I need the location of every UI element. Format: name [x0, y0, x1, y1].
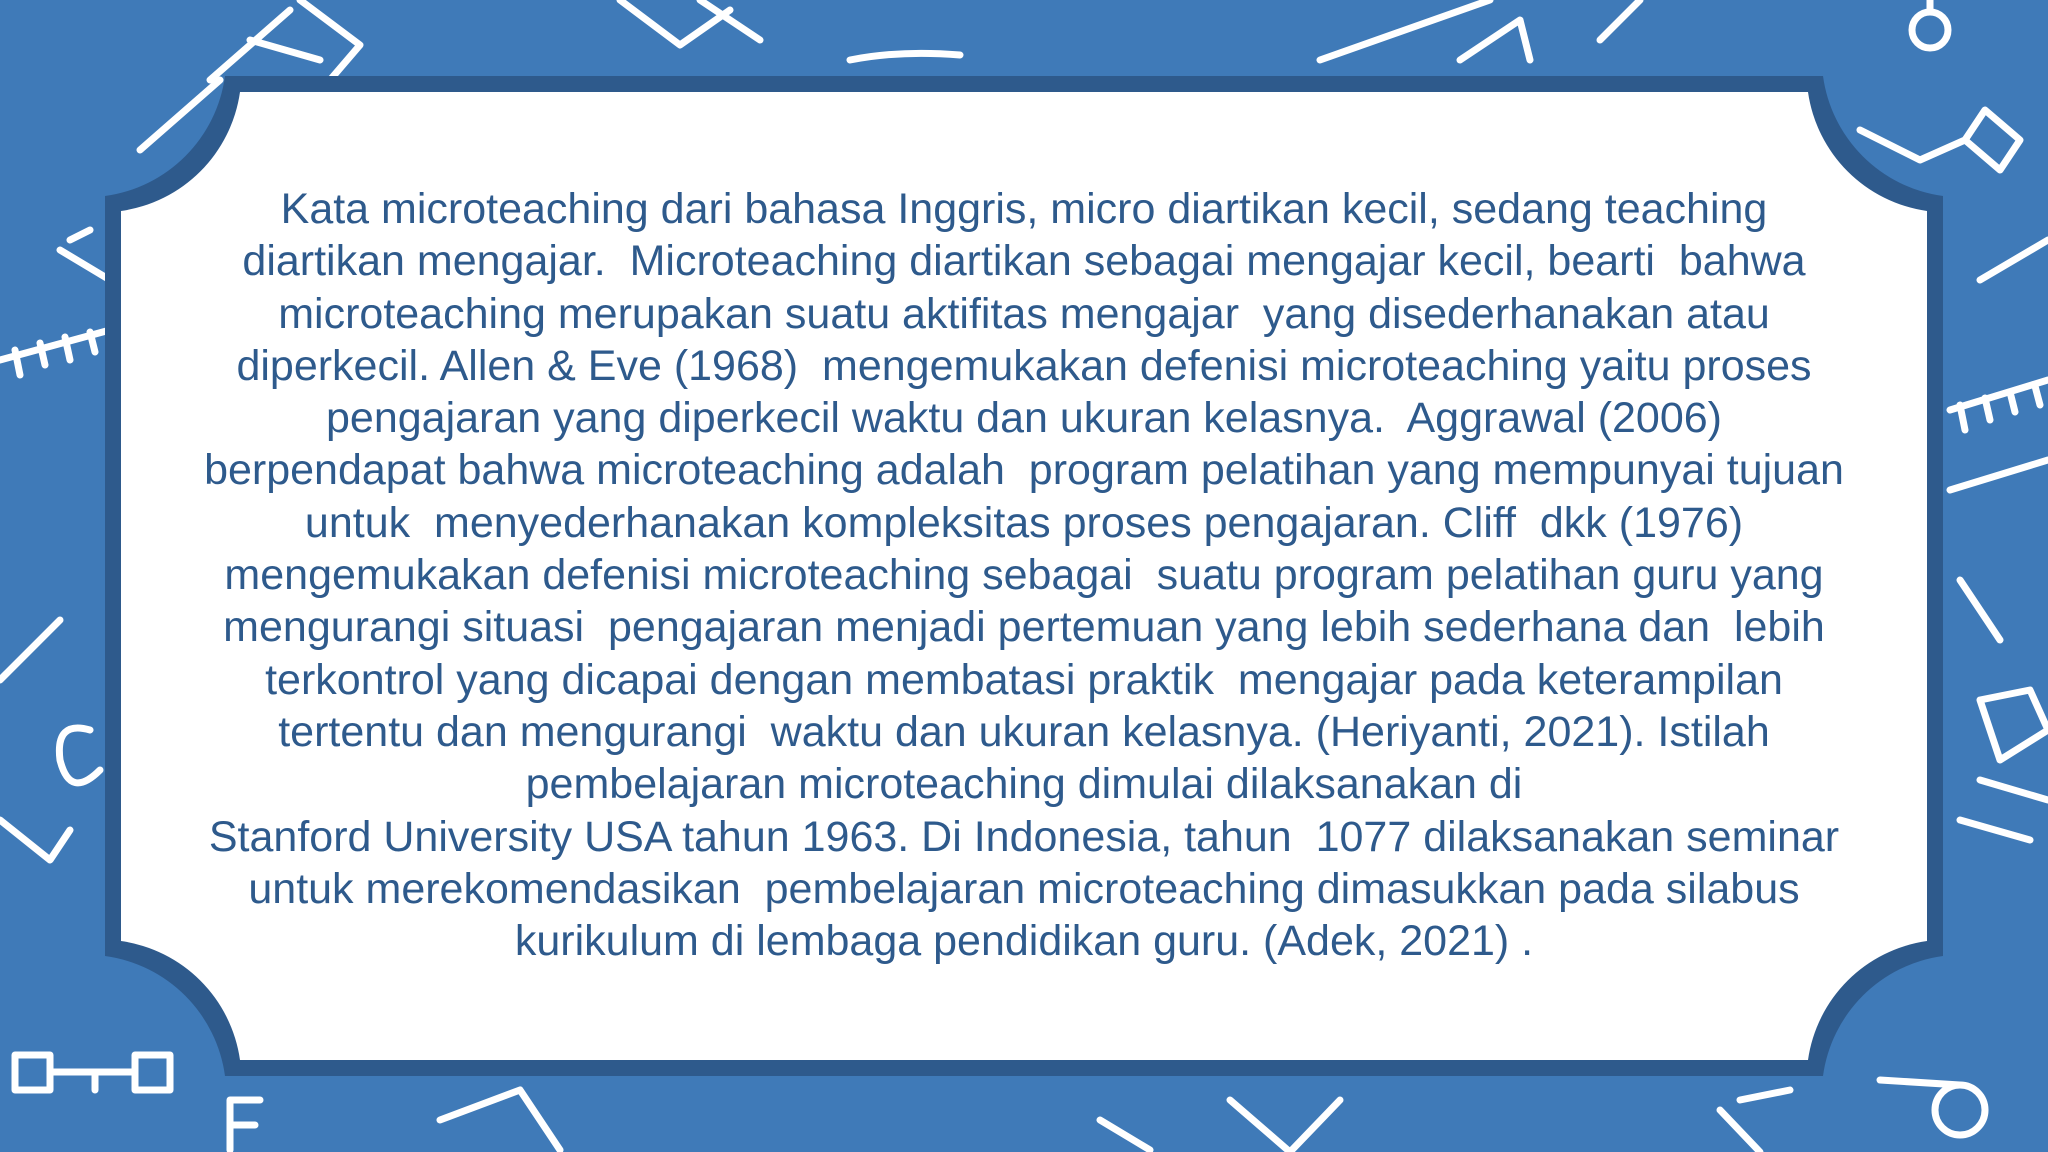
paragraph-line: untuk merekomendasikan pembelajaran microteaching dimasukkan pada silabus: [248, 864, 1800, 913]
paragraph-line: diartikan mengajar. Microteaching diartikan sebagai mengajar kecil, bearti bahwa: [242, 237, 1806, 286]
paragraph-line: tertentu dan mengurangi waktu dan ukuran kelasnya. (Heriyanti, 2021). Istilah: [278, 707, 1770, 756]
paragraph-line: pengajaran yang diperkecil waktu dan ukuran kelasnya. Aggrawal (2006): [326, 394, 1722, 443]
paragraph-line: mengurangi situasi pengajaran menjadi pertemuan yang lebih sederhana dan lebih: [223, 603, 1825, 652]
paragraph-line: Stanford University USA tahun 1963. Di Indonesia, tahun 1077 dilaksanakan seminar: [208, 812, 1840, 861]
paragraph-line: pembelajaran microteaching dimulai dilaksanakan di: [525, 760, 1523, 809]
paragraph-line: terkontrol yang dicapai dengan membatasi praktik mengajar pada keterampilan: [265, 655, 1783, 704]
paragraph-line: kurikulum di lembaga pendidikan guru. (Adek, 2021) .: [514, 917, 1534, 966]
paragraph-line: untuk menyederhanakan kompleksitas proses pengajaran. Cliff dkk (1976): [304, 498, 1744, 547]
paragraph-line: diperkecil. Allen & Eve (1968) mengemukakan defenisi microteaching yaitu proses: [236, 341, 1812, 390]
paragraph-line: microteaching merupakan suatu aktifitas mengajar yang disederhanakan atau: [278, 289, 1770, 338]
paragraph-line: berpendapat bahwa microteaching adalah program pelatihan yang mempunyai tujuan: [204, 446, 1844, 495]
paragraph: [150, 183, 1898, 967]
paragraph-line: Kata microteaching dari bahasa Inggris, micro diartikan kecil, sedang teaching: [280, 185, 1768, 233]
paragraph-line: mengemukakan defenisi microteaching sebagai suatu program pelatihan guru yang: [224, 551, 1824, 600]
